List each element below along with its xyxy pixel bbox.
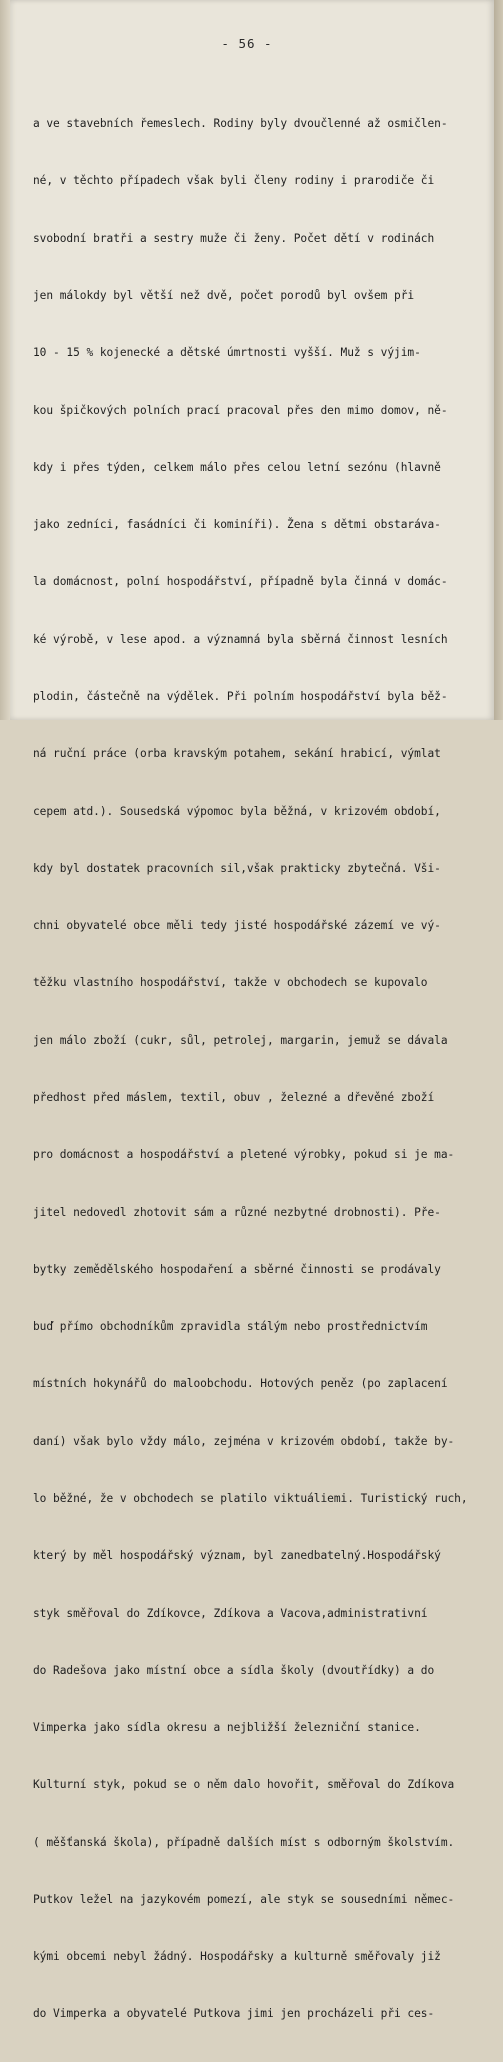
text-line: těžku vlastního hospodářství, takže v obchodech se kupovalo [33,976,428,990]
text-line: do Vimperka a obyvatelé Putkova jimi jen procházeli při ces- [33,2007,435,2021]
text-line: pro domácnost a hospodářství a pletené výrobky, pokud si je ma- [33,1148,455,1162]
text-line: chni obyvatelé obce měli tedy jisté hospodářské zázemí ve vý- [33,919,441,933]
text-line: cepem atd.). Sousedská výpomoc byla běžná, v krizovém období, [33,804,441,818]
text-line: 10 - 15 % kojenecké a dětské úmrtnosti vyšší. Muž s výjim- [33,346,421,360]
text-line: kdy byl dostatek pracovních sil,však prakticky zbytečná. Vši- [33,861,441,875]
text-line: né, v těchto případech však byli členy rodiny i prarodiče či [33,174,435,188]
text-line: styk směřoval do Zdíkovce, Zdíkova a Vacova,administrativní [33,1606,428,1620]
text-line: lo běžné, že v obchodech se platilo viktuáliemi. Turistický ruch, [33,1491,468,1505]
text-line: místních hokynářů do maloobchodu. Hotových peněz (po zaplacení [33,1377,448,1391]
page-left-edge [0,0,10,720]
text-line: kou špičkových polních prací pracoval přes den mimo domov, ně- [33,403,448,417]
body-text [33,76,468,2062]
text-line: předhost před máslem, textil, obuv , železné a dřevěné zboží [33,1090,435,1104]
text-line: bytky zemědělského hospodaření a sběrné činnosti se prodávaly [33,1262,441,1276]
text-line: jitel nedovedl zhotovit sám a různé nezbytné drobnosti). Pře- [33,1205,441,1219]
text-line: ná ruční práce (orba kravským potahem, sekání hrabicí, výmlat [33,747,441,761]
text-line: do Radešova jako místní obce a sídla školy (dvoutřídky) a do [33,1663,435,1677]
text-line: plodin, částečně na výdělek. Při polním hospodářství byla běž- [33,690,448,703]
text-line: kými obcemi nebyl žádný. Hospodářsky a kulturně směřovaly již [33,1950,441,1964]
text-line: Putkov ležel na jazykovém pomezí, ale styk se sousedními němec- [33,1892,455,1906]
page-right-edge [494,0,503,720]
text-line: ké výrobě, v lese apod. a významná byla sběrná činnost lesních [33,632,448,646]
text-line: jen málokdy byl větší než dvě, počet porodů byl ovšem při [33,289,415,303]
text-line: kdy i přes týden, celkem málo přes celou letní sezónu (hlavně [33,460,441,474]
text-line: ( měšťanská škola), případně dalších míst s odborným školstvím. [33,1835,455,1849]
text-line: který by měl hospodářský význam, byl zanedbatelný.Hospodářský [33,1549,441,1563]
page-number: - 56 - [221,36,273,51]
text-line: la domácnost, polní hospodářství, případně byla činná v domác- [33,575,448,589]
text-line: a ve stavebních řemeslech. Rodiny byly dvoučlenné až osmičlen- [33,117,448,131]
text-line: jako zedníci, fasádníci či kominíři). Žena s dětmi obstaráva- [33,518,441,532]
text-line: daní) však bylo vždy málo, zejména v krizovém období, takže by- [33,1434,455,1448]
text-line: svobodní bratři a sestry muže či ženy. Počet dětí v rodinách [33,231,435,245]
text-line: jen málo zboží (cukr, sůl, petrolej, margarin, jemuž se dávala [33,1033,448,1047]
text-line: Vimperka jako sídla okresu a nejbližší železniční stanice. [33,1721,421,1735]
text-line: Kulturní styk, pokud se o něm dalo hovořit, směřoval do Zdíkova [33,1778,455,1792]
text-line: buď přímo obchodníkům zpravidla stálým nebo prostřednictvím [33,1320,428,1334]
